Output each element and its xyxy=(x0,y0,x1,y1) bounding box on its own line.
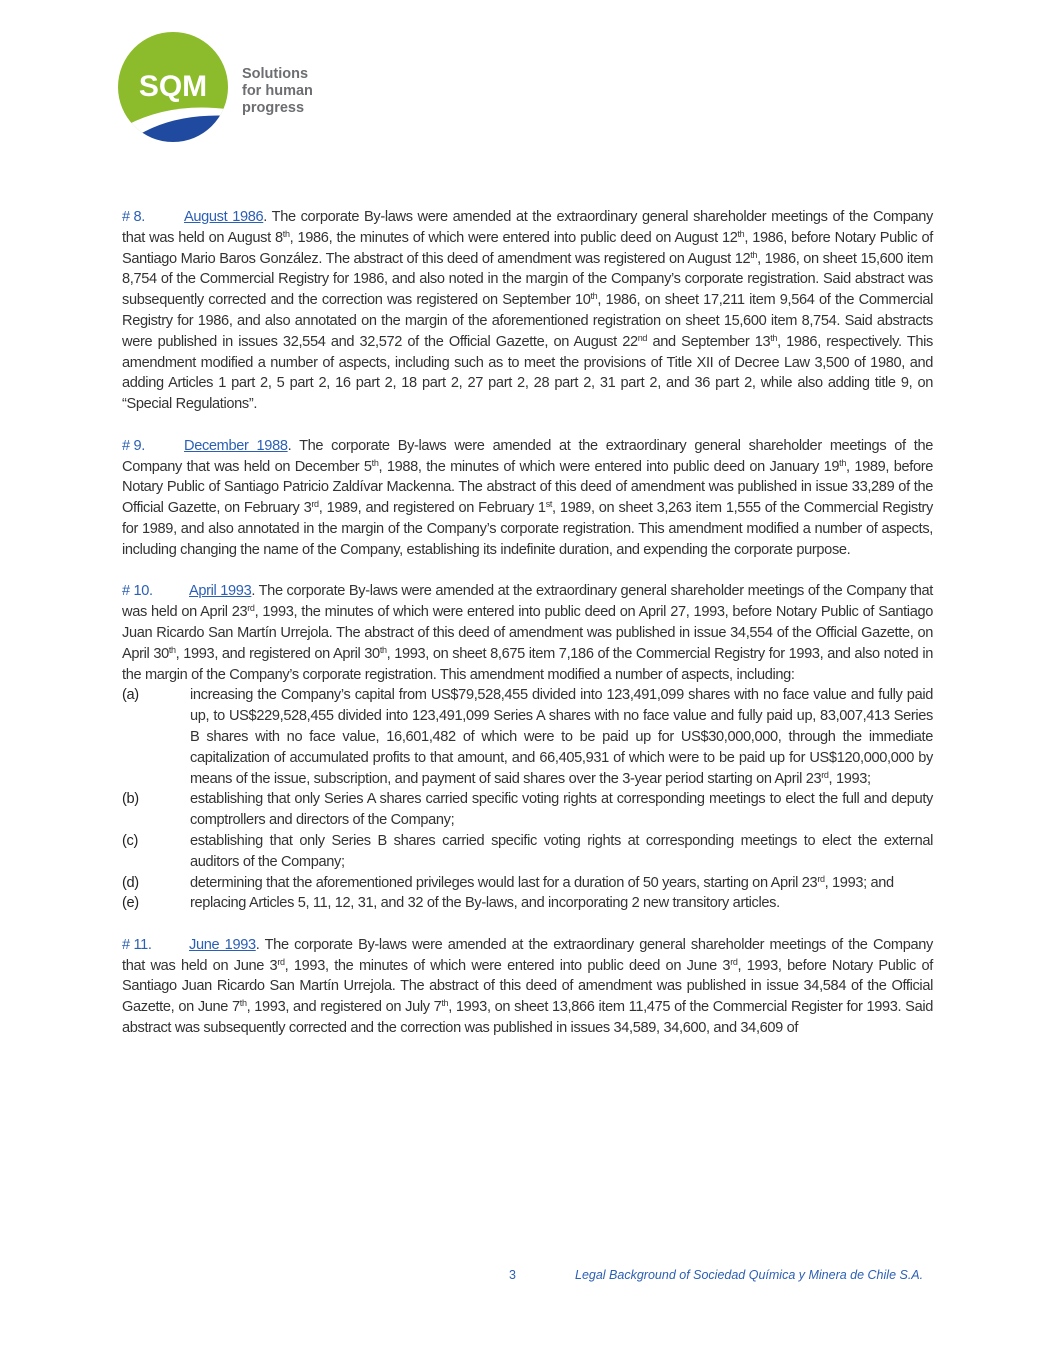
list-item xyxy=(122,685,933,789)
section-date-link[interactable]: April 1993 xyxy=(189,583,252,600)
svg-text:Solutions: Solutions xyxy=(242,66,309,82)
section-number: # 8. xyxy=(122,209,145,225)
section-number: # 10. xyxy=(122,583,153,600)
svg-text:for human: for human xyxy=(242,83,313,99)
list-item-label: (d) xyxy=(122,874,139,891)
list-item-label: (b) xyxy=(122,791,139,808)
amendment-paragraph xyxy=(122,207,933,415)
list-item-label: (e) xyxy=(122,895,139,912)
sqm-logo xyxy=(118,30,348,145)
svg-text:SQM: SQM xyxy=(138,70,208,103)
amendment-paragraph xyxy=(122,581,933,685)
amendment-section xyxy=(122,207,933,415)
section-number: # 9. xyxy=(122,437,145,454)
section-number: # 11. xyxy=(122,936,152,953)
paragraph-text: . The corporate By-laws were amended at the extraordinary general shareholder meetings of the Company that was held on December 5th, 1988, the minutes of which were entered into public deed on January 19th, 1989, before Notary Public of Santiago Patricio Zaldívar Mackenna. The abstract of this deed of amendment was published in issue 33,289 of the Official Gazette, on February 3rd, 1989, and registered on February 1st, 1989, on sheet 3,263 item 1,555 of the Commercial Registry for 1989, and also annotated in the margin of the Company’s corporate registration. This amendment modified a number of aspects, including changing the name of the Company, establishing its indefinite duration, and expending the corporate purpose. xyxy=(122,437,934,558)
list-item-text: replacing Articles 5, 11, 12, 31, and 32 of the By-laws, and incorporating 2 new transitory articles. xyxy=(190,895,780,912)
footer-title: Legal Background of Sociedad Química y Minera de Chile S.A. xyxy=(575,1268,924,1282)
amendment-section xyxy=(122,581,933,914)
list-item xyxy=(122,831,933,873)
list-item-label: (a) xyxy=(122,687,139,704)
amendment-paragraph xyxy=(122,436,933,561)
list-item xyxy=(122,789,933,831)
section-date-link[interactable]: December 1988 xyxy=(184,437,288,454)
amendment-section xyxy=(122,935,933,1039)
list-item-text: establishing that only Series A shares carried specific voting rights at corresponding meetings to elect the full and deputy comptrollers and directors of the Company; xyxy=(190,791,933,829)
svg-text:progress: progress xyxy=(242,100,305,116)
list-item-text: increasing the Company’s capital from US$79,528,455 divided into 123,491,099 shares with no face value and fully paid up, to US$229,528,455 divided into 123,491,099 Series A shares with no face value and fully paid up, 83,007,413 Series B shares with no face value, 16,601,482 of which were to be paid up for US$30,000,000, through the immediate capitalization of accumulated profits to that amount, and 66,405,931 of which were to be paid up for US$120,000,000 by means of the issue, subscription, and payment of said shares over the 3-year period starting on April 23rd, 1993; xyxy=(190,687,933,787)
list-item xyxy=(122,873,933,894)
document-body xyxy=(122,207,933,1060)
amendment-paragraph xyxy=(122,935,933,1039)
amendment-list xyxy=(122,685,933,914)
page-number: 3 xyxy=(509,1268,516,1282)
list-item-text: establishing that only Series B shares carried specific voting rights at corresponding meetings to elect the external auditors of the Company; xyxy=(190,832,933,870)
list-item-text: determining that the aforementioned privileges would last for a duration of 50 years, starting on April 23rd, 1993; and xyxy=(190,873,894,891)
amendment-section xyxy=(122,436,933,561)
section-date-link[interactable]: August 1986 xyxy=(184,209,264,225)
list-item xyxy=(122,893,933,914)
list-item-label: (c) xyxy=(122,832,138,849)
paragraph-text: . The corporate By-laws were amended at the extraordinary general shareholder meetings of the Company that was held on April 23rd, 1993, the minutes of which were entered into public deed on April 27, 1993, before Notary Public of Santiago Juan Ricardo San Martín Urrejola. The abstract of this deed of amendment was published in issue 34,554 of the Official Gazette, on April 30th, 1993, and registered on April 30th, 1993, on sheet 8,675 item 7,186 of the Commercial Registry for 1993, and also noted in the margin of the Company’s corporate registration. This amendment modified a number of aspects, including: xyxy=(122,583,934,683)
paragraph-text: . The corporate By-laws were amended at the extraordinary general shareholder meetings of the Company that was held on August 8th, 1986, the minutes of which were entered into public deed on August 12th, 1986, before Notary Public of Santiago Mario Baros González. The abstract of this deed of amendment was registered on August 12th, 1986, on sheet 15,600 item 8,754 of the Commercial Registry for 1986, and also noted in the margin of the Company’s corporate registration. Said abstract was subsequently corrected and the correction was registered on September 10th, 1986, on sheet 17,211 item 9,564 of the Commercial Registry for 1986, and also annotated on the margin of the aforementioned registration on sheet 15,600 item 8,754. Said abstracts were published in issues 32,554 and 32,572 of the Official Gazette, on August 22nd and September 13th, 1986, respectively. This amendment modified a number of aspects, including such as to meet the provisions of Title XII of Decree Law 3,500 of 1980, and adding Articles 1 part 2, 5 part 2, 16 part 2, 18 part 2, 27 part 2, 28 part 2, 31 part 2, and 36 part 2, while also adding title 9, on “Special Regulations”. xyxy=(122,209,934,413)
paragraph-text: . The corporate By-laws were amended at the extraordinary general shareholder meetings of the Company that was held on June 3rd, 1993, the minutes of which were entered into public deed on June 3rd, 1993, before Notary Public of Santiago Juan Ricardo San Martín Urrejola. The abstract of this deed of amendment was published in issue 34,584 of the Official Gazette, on June 7th, 1993, and registered on July 7th, 1993, on sheet 13,866 item 11,475 of the Commercial Register for 1993. Said abstract was subsequently corrected and the correction was published in issues 34,589, 34,600, and 34,609 of xyxy=(122,936,934,1037)
section-date-link[interactable]: June 1993 xyxy=(189,936,256,953)
